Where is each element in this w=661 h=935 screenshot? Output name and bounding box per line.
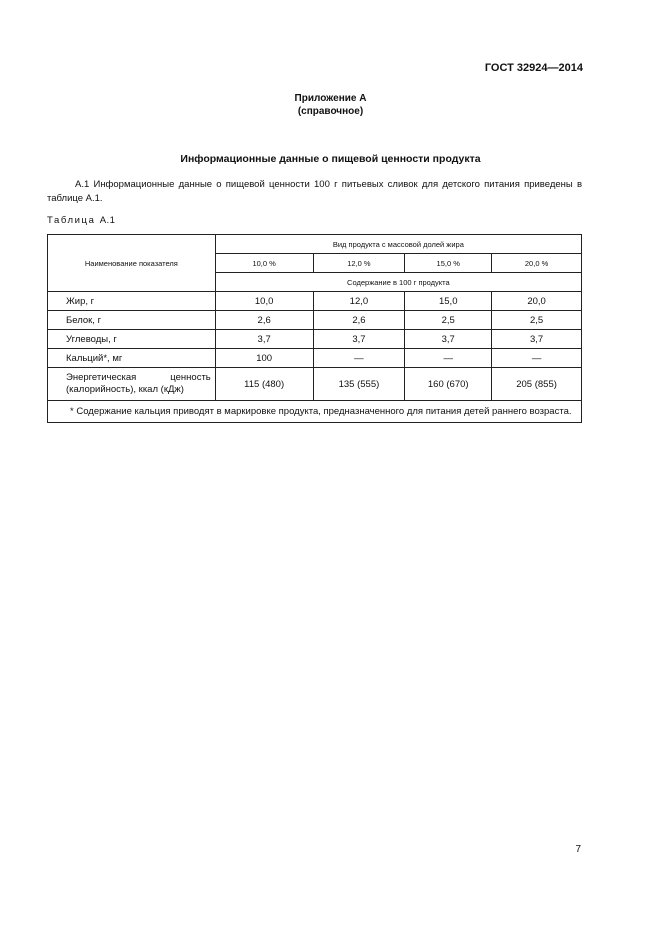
annex-heading [0,92,661,118]
row-value: 3,7 [492,330,582,349]
row-value: 205 (855) [492,368,582,401]
row-value: — [492,349,582,368]
row-value: 15,0 [405,292,492,311]
row-name: Белок, г [48,311,216,330]
table-row [48,311,582,330]
header-product-type: Вид продукта с массовой долей жира [215,235,581,254]
row-name: Углеводы, г [48,330,216,349]
row-value: 3,7 [215,330,313,349]
row-value: 160 (670) [405,368,492,401]
row-value: 2,6 [215,311,313,330]
page-number: 7 [575,844,581,855]
standard-code: ГОСТ 32924—2014 [484,62,583,74]
header-fat-level: 15,0 % [405,254,492,273]
row-value: 20,0 [492,292,582,311]
table-row [48,349,582,368]
row-name: Энергетическая ценность (калорийность), ккал (кДж) [48,368,216,401]
intro-paragraph: А.1 Информационные данные о пищевой ценности 100 г питьевых сливок для детского питания приведены в таблице А.1. [47,179,582,204]
table-footnote-row [48,401,582,423]
row-name: Кальций*, мг [48,349,216,368]
row-value: — [313,349,405,368]
row-value: 100 [215,349,313,368]
table-row [48,330,582,349]
nutrition-table [47,234,582,423]
row-value: 115 (480) [215,368,313,401]
row-value: 2,5 [492,311,582,330]
table-row [48,368,582,401]
annex-title: Приложение А [294,93,367,104]
row-value: 3,7 [313,330,405,349]
row-value: 2,5 [405,311,492,330]
table-caption-word: Таблица [47,215,96,226]
table-caption-number: А.1 [99,215,116,226]
header-indicator: Наименование показателя [48,235,216,292]
header-fat-level: 20,0 % [492,254,582,273]
row-value: 3,7 [405,330,492,349]
row-value: 2,6 [313,311,405,330]
row-value: 10,0 [215,292,313,311]
section-title: Информационные данные о пищевой ценности продукта [180,153,481,165]
table-row [48,292,582,311]
row-value: 135 (555) [313,368,405,401]
row-name: Жир, г [48,292,216,311]
table-footnote: * Содержание кальция приводят в маркировке продукта, предназначенного для питания детей раннего возраста. [48,401,582,423]
table-caption [47,215,115,226]
row-value: 12,0 [313,292,405,311]
header-fat-level: 12,0 % [313,254,405,273]
row-value: — [405,349,492,368]
annex-status: (справочное) [297,106,364,117]
header-content-per: Содержание в 100 г продукта [215,273,581,292]
header-fat-level: 10,0 % [215,254,313,273]
